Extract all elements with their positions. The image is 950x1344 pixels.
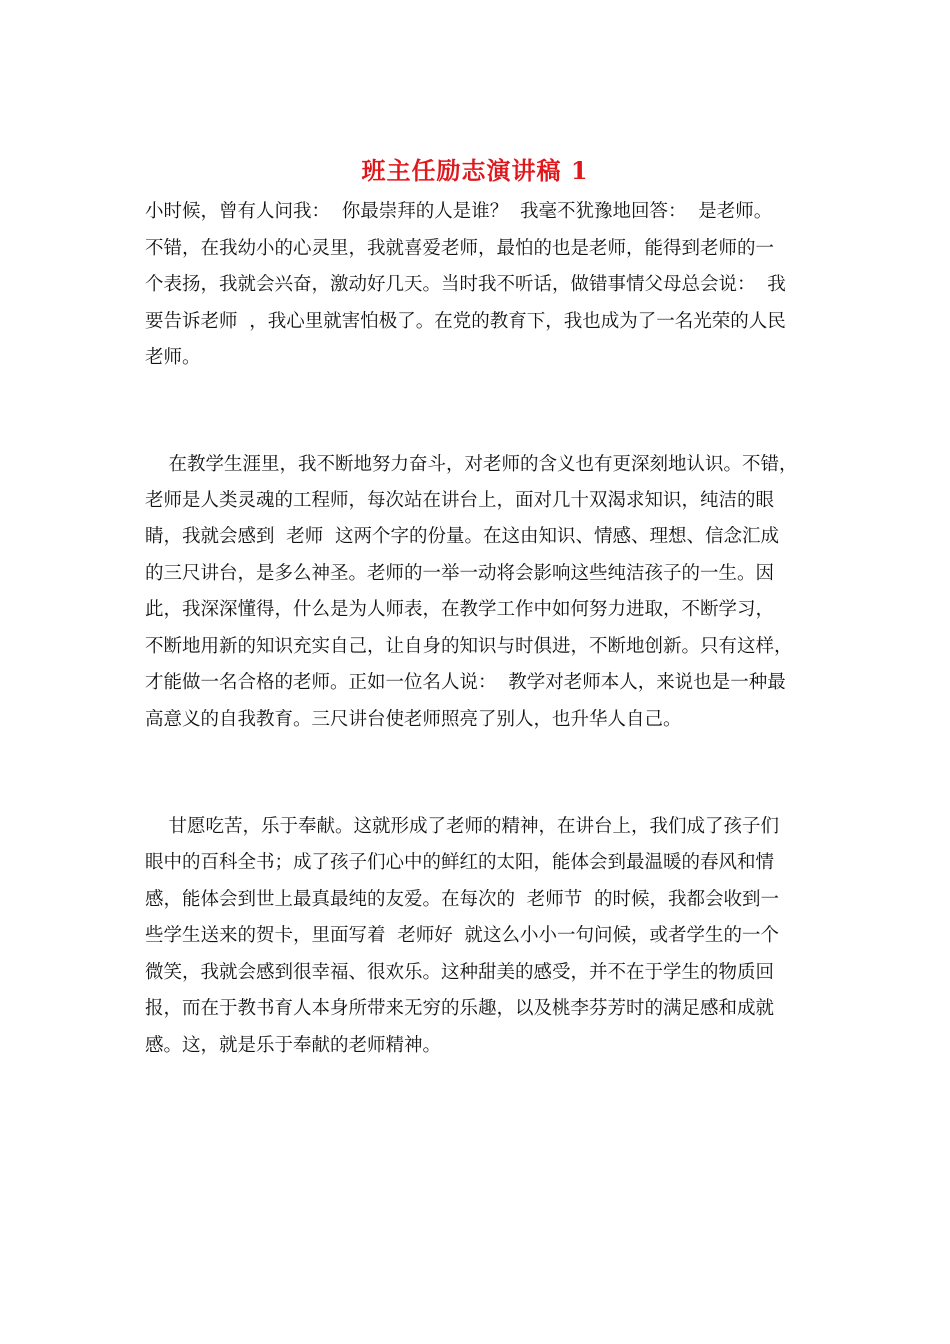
paragraph-3-line-2: 眼中的百科全书；成了孩子们心中的鲜红的太阳，能体会到最温暖的春风和情 bbox=[145, 852, 775, 873]
paragraph-1-line-4: 要告诉老师 ，我心里就害怕极了。在党的教育下，我也成为了一名光荣的人民 bbox=[145, 311, 786, 332]
paragraph-1-line-5: 老师。 bbox=[145, 347, 201, 368]
paragraph-3-line-7: 感。这，就是乐于奉献的老师精神。 bbox=[145, 1035, 442, 1056]
document-title: 班主任励志演讲稿 1 bbox=[361, 156, 589, 185]
paragraph-2-line-8: 高意义的自我教育。三尺讲台使老师照亮了别人，也升华人自己。 bbox=[145, 709, 682, 730]
paragraph-3-line-6: 报，而在于教书育人本身所带来无穷的乐趣，以及桃李芬芳时的满足感和成就 bbox=[145, 998, 775, 1019]
paragraph-1-line-2: 不错，在我幼小的心灵里，我就喜爱老师，最怕的也是老师，能得到老师的一 bbox=[145, 238, 775, 259]
paragraph-2-line-1: 在教学生涯里，我不断地努力奋斗，对老师的含义也有更深刻地认识。不错， bbox=[145, 454, 798, 475]
paragraph-2-line-4: 的三尺讲台，是多么神圣。老师的一举一动将会影响这些纯洁孩子的一生。因 bbox=[145, 563, 775, 584]
paragraph-1-line-1: 小时候，曾有人问我： 你最崇拜的人是谁？ 我毫不犹豫地回答： 是老师。 bbox=[145, 201, 773, 222]
paragraph-2-line-5: 此，我深深懂得，什么是为人师表，在教学工作中如何努力进取，不断学习， bbox=[145, 599, 775, 620]
paragraph-3-line-3: 感，能体会到世上最真最纯的友爱。在每次的 老师节 的时候，我都会收到一 bbox=[145, 889, 780, 910]
paragraph-3-line-5: 微笑，我就会感到很幸福、很欢乐。这种甜美的感受，并不在于学生的物质回 bbox=[145, 962, 775, 983]
paragraph-2-line-2: 老师是人类灵魂的工程师，每次站在讲台上，面对几十双渴求知识，纯洁的眼 bbox=[145, 490, 775, 511]
paragraph-2-line-3: 睛，我就会感到 老师 这两个字的份量。在这由知识、情感、理想、信念汇成 bbox=[145, 526, 780, 547]
paragraph-1-line-3: 个表扬，我就会兴奋，激动好几天。当时我不听话，做错事情父母总会说： 我 bbox=[145, 274, 786, 295]
paragraph-3-line-4: 些学生送来的贺卡，里面写着 老师好 就这么小小一句问候，或者学生的一个 bbox=[145, 925, 780, 946]
paragraph-2-line-7: 才能做一名合格的老师。正如一位名人说： 教学对老师本人，来说也是一种最 bbox=[145, 672, 786, 693]
paragraph-3-line-1: 甘愿吃苦，乐于奉献。这就形成了老师的精神，在讲台上，我们成了孩子们 bbox=[145, 816, 780, 837]
paragraph-2-line-6: 不断地用新的知识充实自己，让自身的知识与时俱进，不断地创新。只有这样， bbox=[145, 636, 793, 657]
